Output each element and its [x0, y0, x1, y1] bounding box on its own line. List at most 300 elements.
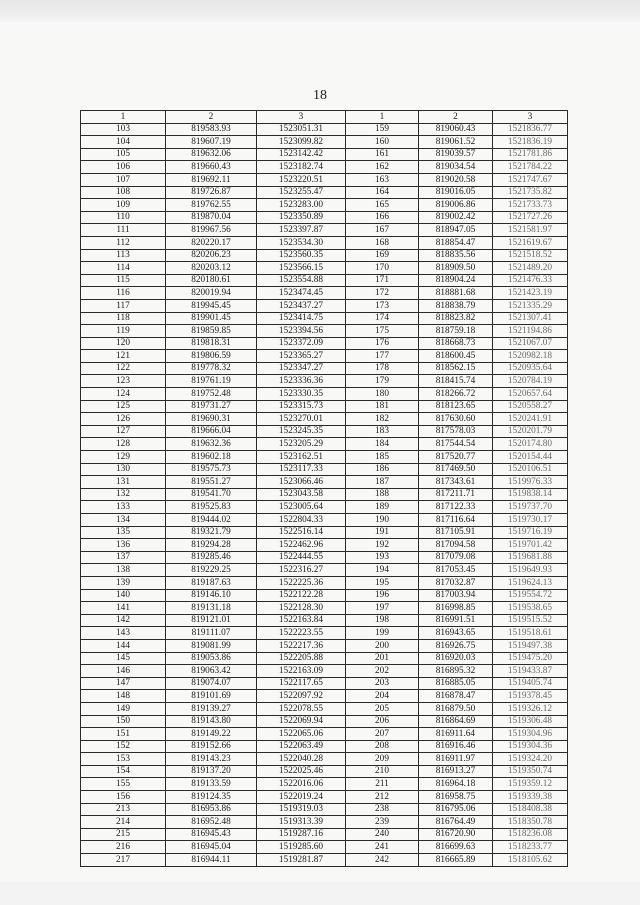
point-number-cell: 112: [81, 236, 166, 249]
point-number-cell: 195: [346, 576, 419, 589]
y-coordinate-cell: 1519624.13: [493, 576, 568, 589]
point-number-cell: 125: [81, 400, 166, 413]
table-row: [81, 199, 568, 212]
y-coordinate-cell: 1518105.62: [493, 854, 568, 867]
table-row: [81, 362, 568, 375]
table-row: [81, 501, 568, 514]
x-coordinate-cell: 819761.19: [166, 375, 257, 388]
y-coordinate-cell: 1523283.00: [257, 199, 346, 212]
point-number-cell: 107: [81, 173, 166, 186]
x-coordinate-cell: 819149.22: [166, 728, 257, 741]
x-coordinate-cell: 819778.32: [166, 362, 257, 375]
y-coordinate-cell: 1519378.45: [493, 690, 568, 703]
y-coordinate-cell: 1519515.52: [493, 614, 568, 627]
x-coordinate-cell: 817520.77: [419, 451, 493, 464]
point-number-cell: 126: [81, 413, 166, 426]
x-coordinate-cell: 819602.18: [166, 451, 257, 464]
x-coordinate-cell: 819321.79: [166, 526, 257, 539]
x-coordinate-cell: 817053.45: [419, 564, 493, 577]
x-coordinate-cell: 819060.43: [419, 123, 493, 136]
y-coordinate-cell: 1521784.22: [493, 161, 568, 174]
table-row: [81, 816, 568, 829]
x-coordinate-cell: 819762.55: [166, 199, 257, 212]
x-coordinate-cell: 816879.50: [419, 702, 493, 715]
table-row: [81, 677, 568, 690]
point-number-cell: 168: [346, 236, 419, 249]
x-coordinate-cell: 818668.73: [419, 337, 493, 350]
x-coordinate-cell: 819444.02: [166, 514, 257, 527]
point-number-cell: 192: [346, 539, 419, 552]
x-coordinate-cell: 817544.54: [419, 438, 493, 451]
point-number-cell: 116: [81, 287, 166, 300]
y-coordinate-cell: 1523245.35: [257, 425, 346, 438]
table-header-row: [81, 111, 568, 124]
x-coordinate-cell: 817469.50: [419, 463, 493, 476]
y-coordinate-cell: 1519730.17: [493, 514, 568, 527]
point-number-cell: 198: [346, 614, 419, 627]
point-number-cell: 130: [81, 463, 166, 476]
y-coordinate-cell: 1521733.73: [493, 199, 568, 212]
x-coordinate-cell: 819666.04: [166, 425, 257, 438]
y-coordinate-cell: 1520106.51: [493, 463, 568, 476]
y-coordinate-cell: 1523315.73: [257, 400, 346, 413]
x-coordinate-cell: 819806.59: [166, 350, 257, 363]
x-coordinate-cell: 818266.72: [419, 388, 493, 401]
x-coordinate-cell: 819143.23: [166, 753, 257, 766]
point-number-cell: 209: [346, 753, 419, 766]
table-row: [81, 123, 568, 136]
point-number-cell: 205: [346, 702, 419, 715]
point-number-cell: 151: [81, 728, 166, 741]
point-number-cell: 200: [346, 639, 419, 652]
x-coordinate-cell: 819525.83: [166, 501, 257, 514]
scan-edge: [0, 0, 640, 22]
y-coordinate-cell: 1519339.38: [493, 791, 568, 804]
x-coordinate-cell: 819967.56: [166, 224, 257, 237]
table-row: [81, 602, 568, 615]
x-coordinate-cell: 816964.18: [419, 778, 493, 791]
x-coordinate-cell: 819632.06: [166, 148, 257, 161]
point-number-cell: 208: [346, 740, 419, 753]
point-number-cell: 139: [81, 576, 166, 589]
x-coordinate-cell: 819053.86: [166, 652, 257, 665]
x-coordinate-cell: 816665.89: [419, 854, 493, 867]
x-coordinate-cell: 819818.31: [166, 337, 257, 350]
table-row: [81, 375, 568, 388]
y-coordinate-cell: 1523182.74: [257, 161, 346, 174]
point-number-cell: 152: [81, 740, 166, 753]
y-coordinate-cell: 1521423.19: [493, 287, 568, 300]
y-coordinate-cell: 1521735.82: [493, 186, 568, 199]
x-coordinate-cell: 816920.03: [419, 652, 493, 665]
y-coordinate-cell: 1519326.12: [493, 702, 568, 715]
point-number-cell: 137: [81, 551, 166, 564]
point-number-cell: 181: [346, 400, 419, 413]
y-coordinate-cell: 1519497.38: [493, 639, 568, 652]
point-number-cell: 199: [346, 627, 419, 640]
y-coordinate-cell: 1523566.15: [257, 262, 346, 275]
point-number-cell: 239: [346, 816, 419, 829]
point-number-cell: 143: [81, 627, 166, 640]
y-coordinate-cell: 1523437.27: [257, 299, 346, 312]
x-coordinate-cell: 816720.90: [419, 828, 493, 841]
y-coordinate-cell: 1523474.45: [257, 287, 346, 300]
point-number-cell: 148: [81, 690, 166, 703]
x-coordinate-cell: 819690.31: [166, 413, 257, 426]
y-coordinate-cell: 1522040.28: [257, 753, 346, 766]
x-coordinate-cell: 819133.59: [166, 778, 257, 791]
point-number-cell: 153: [81, 753, 166, 766]
point-number-cell: 119: [81, 325, 166, 338]
x-coordinate-cell: 819020.58: [419, 173, 493, 186]
table-row: [81, 828, 568, 841]
point-number-cell: 211: [346, 778, 419, 791]
y-coordinate-cell: 1523051.31: [257, 123, 346, 136]
table-row: [81, 539, 568, 552]
x-coordinate-cell: 819124.35: [166, 791, 257, 804]
y-coordinate-cell: 1522117.65: [257, 677, 346, 690]
x-coordinate-cell: 816885.05: [419, 677, 493, 690]
y-coordinate-cell: 1520174.80: [493, 438, 568, 451]
table-row: [81, 652, 568, 665]
table-row: [81, 791, 568, 804]
y-coordinate-cell: 1521581.97: [493, 224, 568, 237]
x-coordinate-cell: 818904.24: [419, 274, 493, 287]
y-coordinate-cell: 1523255.47: [257, 186, 346, 199]
y-coordinate-cell: 1519313.39: [257, 816, 346, 829]
point-number-cell: 123: [81, 375, 166, 388]
x-coordinate-cell: 820203.12: [166, 262, 257, 275]
point-number-cell: 172: [346, 287, 419, 300]
table-row: [81, 589, 568, 602]
y-coordinate-cell: 1522122.28: [257, 589, 346, 602]
y-coordinate-cell: 1523205.29: [257, 438, 346, 451]
table-row: [81, 425, 568, 438]
point-number-cell: 212: [346, 791, 419, 804]
x-coordinate-cell: 816911.64: [419, 728, 493, 741]
point-number-cell: 194: [346, 564, 419, 577]
point-number-cell: 238: [346, 803, 419, 816]
x-coordinate-cell: 820220.17: [166, 236, 257, 249]
y-coordinate-cell: 1519281.87: [257, 854, 346, 867]
y-coordinate-cell: 1523372.09: [257, 337, 346, 350]
point-number-cell: 175: [346, 325, 419, 338]
document-page: [0, 22, 640, 882]
header-point-number: 1: [346, 111, 419, 124]
x-coordinate-cell: 819063.42: [166, 665, 257, 678]
table-row: [81, 451, 568, 464]
y-coordinate-cell: 1522462.96: [257, 539, 346, 552]
point-number-cell: 160: [346, 136, 419, 149]
point-number-cell: 114: [81, 262, 166, 275]
point-number-cell: 165: [346, 199, 419, 212]
point-number-cell: 176: [346, 337, 419, 350]
point-number-cell: 111: [81, 224, 166, 237]
point-number-cell: 103: [81, 123, 166, 136]
header-y-coordinate: 3: [493, 111, 568, 124]
point-number-cell: 131: [81, 476, 166, 489]
x-coordinate-cell: 818823.82: [419, 312, 493, 325]
y-coordinate-cell: 1518233.77: [493, 841, 568, 854]
header-x-coordinate: 2: [419, 111, 493, 124]
table-row: [81, 312, 568, 325]
point-number-cell: 166: [346, 211, 419, 224]
x-coordinate-cell: 816945.04: [166, 841, 257, 854]
point-number-cell: 120: [81, 337, 166, 350]
table-row: [81, 287, 568, 300]
y-coordinate-cell: 1521518.52: [493, 249, 568, 262]
point-number-cell: 145: [81, 652, 166, 665]
y-coordinate-cell: 1521727.26: [493, 211, 568, 224]
y-coordinate-cell: 1519716.19: [493, 526, 568, 539]
y-coordinate-cell: 1523117.33: [257, 463, 346, 476]
x-coordinate-cell: 819146.10: [166, 589, 257, 602]
point-number-cell: 186: [346, 463, 419, 476]
x-coordinate-cell: 816998.85: [419, 602, 493, 615]
y-coordinate-cell: 1523043.58: [257, 488, 346, 501]
point-number-cell: 110: [81, 211, 166, 224]
x-coordinate-cell: 819139.27: [166, 702, 257, 715]
coordinates-table: [80, 110, 568, 867]
x-coordinate-cell: 816943.65: [419, 627, 493, 640]
point-number-cell: 124: [81, 388, 166, 401]
x-coordinate-cell: 817211.71: [419, 488, 493, 501]
x-coordinate-cell: 816991.51: [419, 614, 493, 627]
x-coordinate-cell: 818123.65: [419, 400, 493, 413]
point-number-cell: 173: [346, 299, 419, 312]
y-coordinate-cell: 1523099.82: [257, 136, 346, 149]
x-coordinate-cell: 818881.68: [419, 287, 493, 300]
point-number-cell: 136: [81, 539, 166, 552]
point-number-cell: 182: [346, 413, 419, 426]
x-coordinate-cell: 816699.63: [419, 841, 493, 854]
y-coordinate-cell: 1519681.88: [493, 551, 568, 564]
x-coordinate-cell: 819859.85: [166, 325, 257, 338]
x-coordinate-cell: 819607.19: [166, 136, 257, 149]
table-row: [81, 765, 568, 778]
x-coordinate-cell: 816944.11: [166, 854, 257, 867]
x-coordinate-cell: 816913.27: [419, 765, 493, 778]
y-coordinate-cell: 1520982.18: [493, 350, 568, 363]
x-coordinate-cell: 817122.33: [419, 501, 493, 514]
y-coordinate-cell: 1523365.27: [257, 350, 346, 363]
x-coordinate-cell: 819137.20: [166, 765, 257, 778]
x-coordinate-cell: 816958.75: [419, 791, 493, 804]
table-row: [81, 627, 568, 640]
x-coordinate-cell: 819034.54: [419, 161, 493, 174]
x-coordinate-cell: 818600.45: [419, 350, 493, 363]
y-coordinate-cell: 1523560.35: [257, 249, 346, 262]
point-number-cell: 156: [81, 791, 166, 804]
x-coordinate-cell: 819901.45: [166, 312, 257, 325]
point-number-cell: 187: [346, 476, 419, 489]
point-number-cell: 104: [81, 136, 166, 149]
point-number-cell: 147: [81, 677, 166, 690]
table-row: [81, 350, 568, 363]
point-number-cell: 213: [81, 803, 166, 816]
point-number-cell: 142: [81, 614, 166, 627]
y-coordinate-cell: 1518408.38: [493, 803, 568, 816]
point-number-cell: 108: [81, 186, 166, 199]
y-coordinate-cell: 1522223.55: [257, 627, 346, 640]
point-number-cell: 118: [81, 312, 166, 325]
point-number-cell: 113: [81, 249, 166, 262]
y-coordinate-cell: 1522163.09: [257, 665, 346, 678]
table-row: [81, 639, 568, 652]
x-coordinate-cell: 819541.70: [166, 488, 257, 501]
y-coordinate-cell: 1521067.07: [493, 337, 568, 350]
y-coordinate-cell: 1520558.27: [493, 400, 568, 413]
point-number-cell: 122: [81, 362, 166, 375]
y-coordinate-cell: 1521836.77: [493, 123, 568, 136]
table-row: [81, 274, 568, 287]
y-coordinate-cell: 1519319.03: [257, 803, 346, 816]
x-coordinate-cell: 816795.06: [419, 803, 493, 816]
point-number-cell: 197: [346, 602, 419, 615]
x-coordinate-cell: 819945.45: [166, 299, 257, 312]
x-coordinate-cell: 816878.47: [419, 690, 493, 703]
x-coordinate-cell: 819152.66: [166, 740, 257, 753]
y-coordinate-cell: 1523330.35: [257, 388, 346, 401]
x-coordinate-cell: 816895.32: [419, 665, 493, 678]
y-coordinate-cell: 1519304.36: [493, 740, 568, 753]
y-coordinate-cell: 1519324.20: [493, 753, 568, 766]
table-row: [81, 337, 568, 350]
x-coordinate-cell: 820206.23: [166, 249, 257, 262]
point-number-cell: 144: [81, 639, 166, 652]
table-row: [81, 740, 568, 753]
x-coordinate-cell: 819551.27: [166, 476, 257, 489]
point-number-cell: 185: [346, 451, 419, 464]
y-coordinate-cell: 1523005.64: [257, 501, 346, 514]
table-row: [81, 299, 568, 312]
y-coordinate-cell: 1523066.46: [257, 476, 346, 489]
table-row: [81, 854, 568, 867]
x-coordinate-cell: 817032.87: [419, 576, 493, 589]
table-row: [81, 715, 568, 728]
y-coordinate-cell: 1523534.30: [257, 236, 346, 249]
y-coordinate-cell: 1522069.94: [257, 715, 346, 728]
y-coordinate-cell: 1519737.70: [493, 501, 568, 514]
point-number-cell: 162: [346, 161, 419, 174]
x-coordinate-cell: 817094.58: [419, 539, 493, 552]
point-number-cell: 177: [346, 350, 419, 363]
point-number-cell: 171: [346, 274, 419, 287]
y-coordinate-cell: 1519976.33: [493, 476, 568, 489]
x-coordinate-cell: 819870.04: [166, 211, 257, 224]
x-coordinate-cell: 816911.97: [419, 753, 493, 766]
y-coordinate-cell: 1523350.89: [257, 211, 346, 224]
header-point-number: 1: [81, 111, 166, 124]
point-number-cell: 207: [346, 728, 419, 741]
table-row: [81, 841, 568, 854]
table-row: [81, 262, 568, 275]
y-coordinate-cell: 1519518.61: [493, 627, 568, 640]
table-row: [81, 514, 568, 527]
y-coordinate-cell: 1523162.51: [257, 451, 346, 464]
x-coordinate-cell: 816953.86: [166, 803, 257, 816]
point-number-cell: 149: [81, 702, 166, 715]
y-coordinate-cell: 1523347.27: [257, 362, 346, 375]
y-coordinate-cell: 1519701.42: [493, 539, 568, 552]
y-coordinate-cell: 1523394.56: [257, 325, 346, 338]
x-coordinate-cell: 816926.75: [419, 639, 493, 652]
x-coordinate-cell: 819039.57: [419, 148, 493, 161]
x-coordinate-cell: 817578.03: [419, 425, 493, 438]
y-coordinate-cell: 1522063.49: [257, 740, 346, 753]
y-coordinate-cell: 1522128.30: [257, 602, 346, 615]
point-number-cell: 117: [81, 299, 166, 312]
x-coordinate-cell: 819187.63: [166, 576, 257, 589]
y-coordinate-cell: 1523414.75: [257, 312, 346, 325]
point-number-cell: 106: [81, 161, 166, 174]
point-number-cell: 163: [346, 173, 419, 186]
point-number-cell: 241: [346, 841, 419, 854]
y-coordinate-cell: 1519538.65: [493, 602, 568, 615]
y-coordinate-cell: 1521747.67: [493, 173, 568, 186]
y-coordinate-cell: 1519554.72: [493, 589, 568, 602]
x-coordinate-cell: 819726.87: [166, 186, 257, 199]
y-coordinate-cell: 1518350.78: [493, 816, 568, 829]
point-number-cell: 128: [81, 438, 166, 451]
point-number-cell: 203: [346, 677, 419, 690]
x-coordinate-cell: 819002.42: [419, 211, 493, 224]
y-coordinate-cell: 1523397.87: [257, 224, 346, 237]
x-coordinate-cell: 818909.50: [419, 262, 493, 275]
point-number-cell: 155: [81, 778, 166, 791]
point-number-cell: 196: [346, 589, 419, 602]
y-coordinate-cell: 1519304.96: [493, 728, 568, 741]
y-coordinate-cell: 1523270.01: [257, 413, 346, 426]
y-coordinate-cell: 1519405.74: [493, 677, 568, 690]
table-row: [81, 388, 568, 401]
point-number-cell: 188: [346, 488, 419, 501]
y-coordinate-cell: 1519350.74: [493, 765, 568, 778]
y-coordinate-cell: 1522225.36: [257, 576, 346, 589]
x-coordinate-cell: 820180.61: [166, 274, 257, 287]
y-coordinate-cell: 1522078.55: [257, 702, 346, 715]
point-number-cell: 240: [346, 828, 419, 841]
point-number-cell: 167: [346, 224, 419, 237]
y-coordinate-cell: 1522025.46: [257, 765, 346, 778]
y-coordinate-cell: 1521489.20: [493, 262, 568, 275]
table-row: [81, 614, 568, 627]
x-coordinate-cell: 819016.05: [419, 186, 493, 199]
point-number-cell: 169: [346, 249, 419, 262]
point-number-cell: 184: [346, 438, 419, 451]
y-coordinate-cell: 1522217.36: [257, 639, 346, 652]
table-row: [81, 488, 568, 501]
point-number-cell: 201: [346, 652, 419, 665]
point-number-cell: 133: [81, 501, 166, 514]
table-row: [81, 224, 568, 237]
y-coordinate-cell: 1519287.16: [257, 828, 346, 841]
x-coordinate-cell: 816916.46: [419, 740, 493, 753]
point-number-cell: 127: [81, 425, 166, 438]
y-coordinate-cell: 1522804.33: [257, 514, 346, 527]
x-coordinate-cell: 818854.47: [419, 236, 493, 249]
y-coordinate-cell: 1522097.92: [257, 690, 346, 703]
y-coordinate-cell: 1523220.51: [257, 173, 346, 186]
table-row: [81, 551, 568, 564]
point-number-cell: 204: [346, 690, 419, 703]
y-coordinate-cell: 1523554.88: [257, 274, 346, 287]
table-row: [81, 211, 568, 224]
y-coordinate-cell: 1519433.87: [493, 665, 568, 678]
y-coordinate-cell: 1520154.44: [493, 451, 568, 464]
table-row: [81, 136, 568, 149]
table-row: [81, 148, 568, 161]
